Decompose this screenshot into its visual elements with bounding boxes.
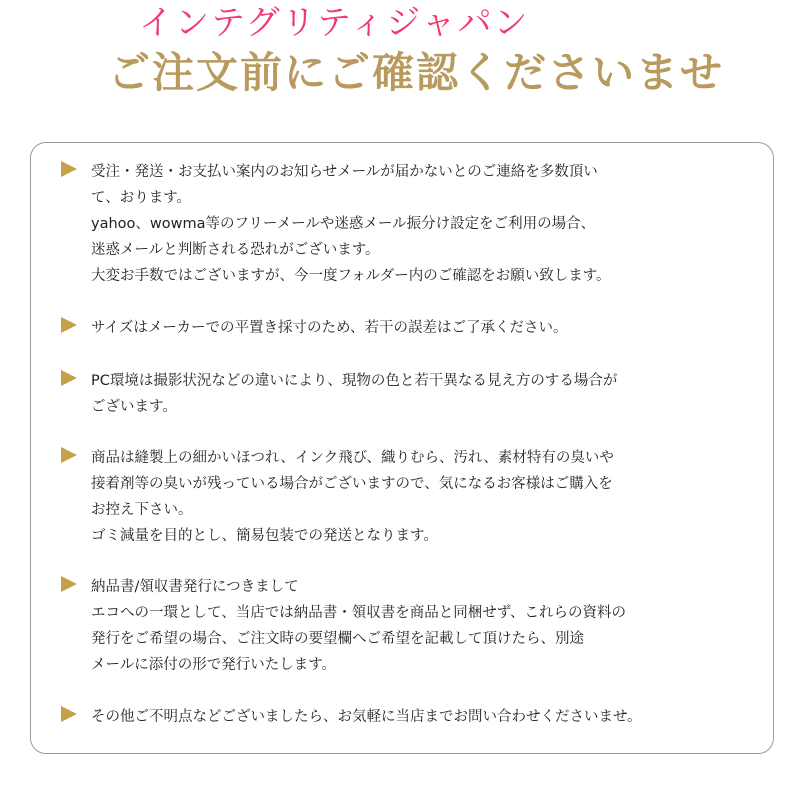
notice-text: 商品は縫製上の細かいほつれ、インク飛び、織りむら、汚れ、素材特有の臭いや 接着剤等の臭いが残っている場合がございますので、気になるお客様はご購入を お控え下さい。 ゴミ減量を目的とし、簡易包装での発送となります。 — [91, 450, 614, 544]
arrow-bullet-icon — [61, 161, 77, 177]
notice-text: 受注・発送・お支払い案内のお知らせメールが届かないとのご連絡を多数頂い て、おります。 yahoo、wowma等のフリーメールや迷惑メール振分け設定をご利用の場合、 迷惑メールと判断される恐れがございます。 大変お手数ではございますが、今一度フォルダー内のご確認をお願い致します。 — [91, 164, 611, 284]
brand-name: インテグリティジャパン — [139, 3, 530, 43]
notice-text: サイズはメーカーでの平置き採寸のため、若干の誤差はご了承ください。 — [91, 320, 568, 336]
arrow-bullet-icon — [61, 447, 77, 463]
arrow-bullet-icon — [61, 576, 77, 592]
page-title: ご注文前にご確認くださいませ — [108, 48, 725, 97]
arrow-bullet-icon — [61, 370, 77, 386]
notice-text: 納品書/領収書発行につきまして エコへの一環として、当店では納品書・領収書を商品と同梱せず、これらの資料の 発行をご希望の場合、ご注文時の要望欄へご希望を記載して頂けたら、別途 メールに添付の形で発行いたします。 — [91, 579, 627, 673]
notice-panel — [30, 142, 774, 754]
notice-text: PC環境は撮影状況などの違いにより、現物の色と若干異なる見え方のする場合が ございます。 — [91, 373, 618, 415]
arrow-bullet-icon — [61, 706, 77, 722]
notice-text: その他ご不明点などございましたら、お気軽に当店までお問い合わせくださいませ。 — [91, 709, 642, 725]
arrow-bullet-icon — [61, 317, 77, 333]
